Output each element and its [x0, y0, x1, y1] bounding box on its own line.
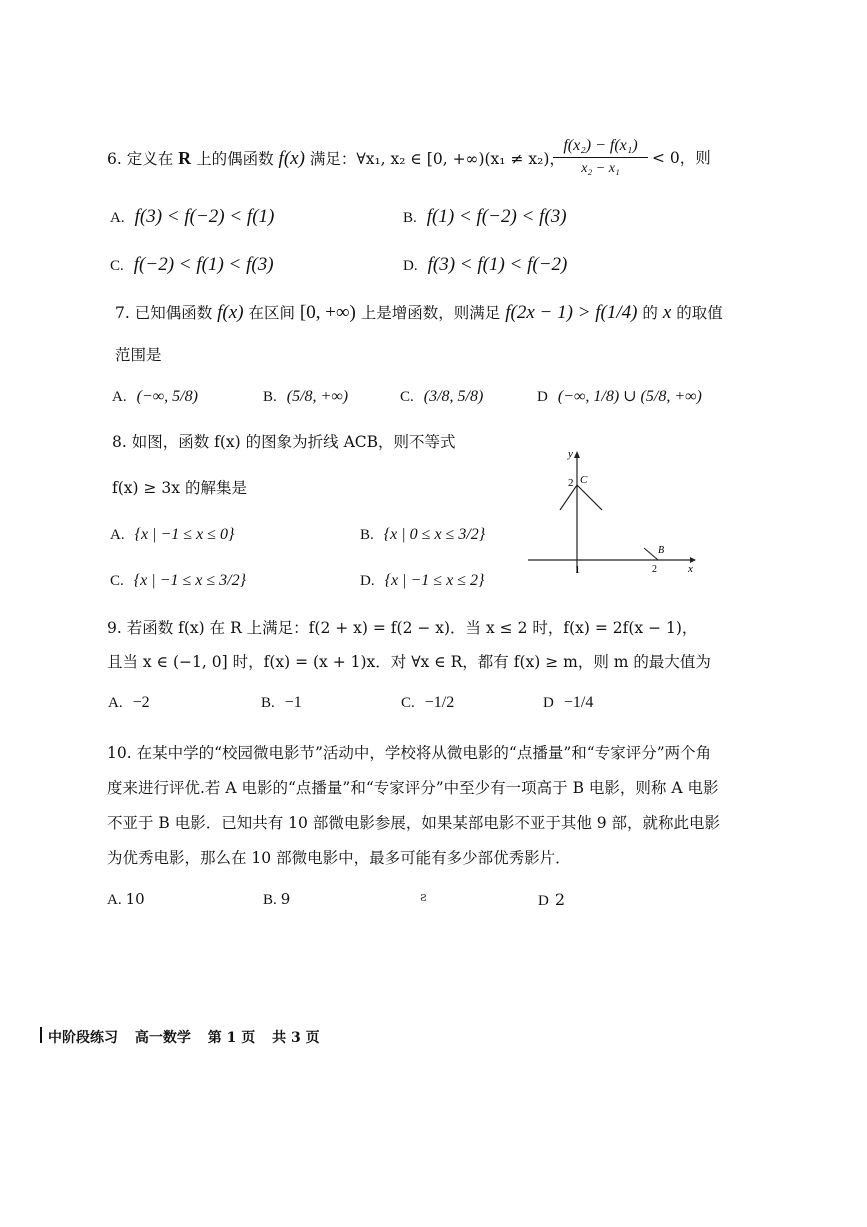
option-expr: (3/8, 5/8)	[423, 388, 484, 405]
option-label: D	[543, 695, 554, 711]
option-label: D	[537, 389, 548, 405]
q8-option-b	[360, 524, 485, 544]
option-label: D	[538, 893, 549, 909]
q7-x: x	[662, 302, 672, 323]
option-label: B.	[360, 527, 374, 543]
q7-stem-c: 上是增函数，则满足	[360, 304, 501, 322]
q6-fx: f(x)	[278, 148, 305, 169]
y-tick-2: 2	[568, 477, 574, 489]
q7-option-c	[400, 386, 483, 406]
q8-option-a	[110, 524, 234, 544]
q7-stem-b: 在区间	[248, 304, 295, 322]
option-expr: −1/2	[424, 694, 455, 711]
option-expr: (−∞, 5/8)	[136, 388, 198, 405]
option-label: C.	[110, 258, 124, 274]
option-expr: 2	[554, 890, 566, 909]
option-label: C.	[400, 389, 414, 405]
option-label: A.	[110, 527, 125, 543]
q9-option-d	[543, 692, 593, 712]
option-expr: 10	[125, 890, 145, 908]
option-expr: f(−2) < f(1) < f(3)	[133, 254, 274, 275]
q6-R: R	[178, 148, 192, 168]
option-label: A.	[108, 695, 123, 711]
q10-option-a	[107, 890, 145, 909]
q9-stem-line2: 且当 x ∈ (−1, 0] 时，f(x) = (x + 1)x．对 ∀x ∈ R，都有 f(x) ≥ m，则 m 的最大值为	[107, 653, 711, 671]
option-expr: {x | 0 ≤ x ≤ 3/2}	[383, 526, 486, 543]
footer-page-total: 共 3 页	[272, 1030, 320, 1046]
q10-stem-line4: 为优秀电影，那么在 10 部微电影中，最多可能有多少部优秀影片．	[107, 849, 571, 867]
q7-stem	[115, 303, 723, 323]
q7-option-a	[112, 386, 198, 406]
q8-option-c	[110, 570, 246, 590]
option-label: C.	[401, 695, 415, 711]
option-label: A.	[107, 892, 122, 908]
q8-graph	[520, 448, 700, 578]
option-expr: (5/8, +∞)	[286, 388, 349, 405]
option-label: A.	[112, 389, 127, 405]
option-expr: {x | −1 ≤ x ≤ 0}	[134, 526, 235, 543]
footer-bar	[40, 1027, 42, 1043]
q10-option-c	[420, 890, 427, 905]
option-label: D.	[360, 573, 375, 589]
q9-stem-line1: 9. 若函数 f(x) 在 R 上满足：f(2 + x) = f(2 − x)．当 x ≤ 2 时，f(x) = 2f(x − 1)，	[107, 619, 698, 637]
q7-option-b	[263, 386, 348, 406]
q8-stem-line2: f(x) ≥ 3x 的解集是	[112, 479, 247, 497]
option-expr: f(3) < f(−2) < f(1)	[134, 206, 275, 227]
q7-option-d	[537, 386, 702, 406]
option-expr: ƨ	[420, 890, 427, 905]
option-expr: −1	[284, 694, 302, 711]
q9-option-a	[108, 692, 150, 712]
q8-option-d	[360, 570, 484, 590]
option-expr: {x | −1 ≤ x ≤ 3/2}	[133, 572, 246, 589]
q7-stem-e: 的取值	[676, 304, 723, 322]
q6-stem-mid: 上的偶函数	[196, 150, 274, 168]
q6-condition: 满足：∀x₁, x₂ ∈ [0, +∞)(x₁ ≠ x₂)，	[309, 150, 565, 168]
option-expr: {x | −1 ≤ x ≤ 2}	[384, 572, 485, 589]
q6-frac-den: x₂ − x₁	[581, 161, 620, 176]
option-label: B.	[263, 892, 277, 908]
q7-fx: f(x)	[217, 302, 244, 323]
q6-stem	[107, 148, 565, 169]
q7-interval: [0, +∞)	[299, 302, 356, 323]
q7-stem-line2: 范围是	[115, 346, 162, 364]
option-label: B.	[263, 389, 277, 405]
q10-option-d	[538, 890, 565, 910]
option-label: B.	[403, 210, 417, 226]
option-expr: f(3) < f(1) < f(−2)	[427, 254, 568, 275]
y-axis-arrow-icon	[574, 451, 580, 458]
q10-stem-line3: 不亚于 B 电影．已知共有 10 部微电影参展，如果某部电影不亚于其他 9 部，就称此电影	[107, 814, 721, 832]
q6-stem-prefix: 6. 定义在	[107, 150, 174, 168]
q7-inequality: f(2x − 1) > f(1/4)	[505, 302, 638, 323]
option-label: B.	[261, 695, 275, 711]
option-expr: −2	[132, 694, 150, 711]
page-footer	[48, 1027, 332, 1047]
q10-stem-line1: 10. 在某中学的“校园微电影节”活动中，学校将从微电影的“点播量”和“专家评分”两个角	[107, 744, 712, 762]
x-tick-2: 2	[652, 564, 657, 575]
footer-exam-name: 中阶段练习	[48, 1030, 118, 1046]
option-expr: 9	[280, 890, 291, 908]
q7-stem-a: 7. 已知偶函数	[115, 304, 213, 322]
q6-option-a	[110, 206, 274, 228]
q6-option-c	[110, 254, 274, 276]
option-expr: −1/4	[563, 694, 594, 711]
point-b-label: B	[658, 545, 665, 556]
q8-stem-line1: 8. 如图，函数 f(x) 的图象为折线 ACB，则不等式	[112, 433, 456, 451]
q6-option-d	[403, 254, 567, 276]
q10-option-b	[263, 890, 290, 909]
option-label: A.	[110, 210, 125, 226]
q9-option-c	[401, 692, 454, 712]
footer-page-number: 第 1 页	[207, 1030, 256, 1046]
option-expr: f(1) < f(−2) < f(3)	[426, 206, 567, 227]
graph-line-cb-lower	[644, 548, 658, 560]
q6-frac-num: f(x₂) − f(x₁)	[553, 137, 648, 158]
q10-stem-line2: 度来进行评优.若 A 电影的“点播量”和“专家评分”中至少有一项高于 B 电影，则称 A 电影	[107, 779, 719, 797]
q6-fraction	[553, 137, 648, 177]
option-expr: (−∞, 1/8) ∪ (5/8, +∞)	[557, 388, 702, 405]
q9-option-b	[261, 692, 302, 712]
q6-option-b	[403, 206, 567, 228]
x-axis-label: x	[688, 563, 693, 575]
option-label: C.	[110, 573, 124, 589]
y-axis-label: y	[568, 448, 573, 460]
q7-stem-d: 的	[642, 304, 658, 322]
q6-frac-tail: < 0，则	[652, 149, 711, 167]
option-label: D.	[403, 258, 418, 274]
point-c-label: C	[580, 474, 588, 486]
x-tick-1: 1	[575, 565, 580, 576]
graph-line-acb-upper	[560, 485, 602, 510]
footer-subject: 高一数学	[134, 1030, 191, 1046]
